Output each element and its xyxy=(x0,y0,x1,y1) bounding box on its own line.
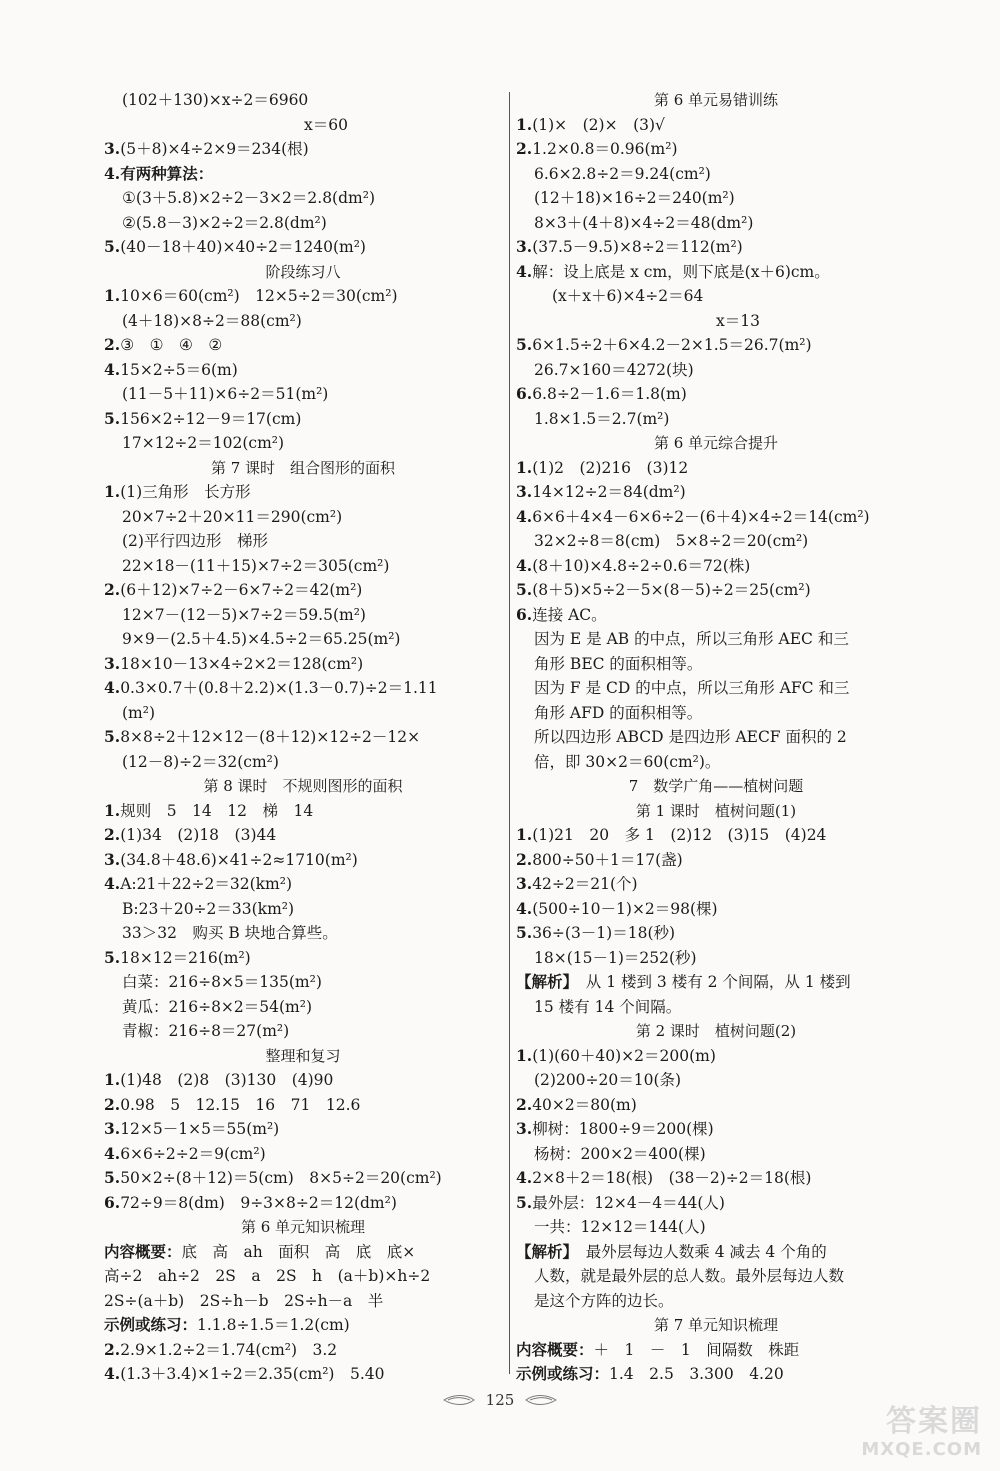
answer-line xyxy=(516,1362,916,1387)
answer-line xyxy=(104,1240,502,1265)
line-text: 15×2÷5＝6(m) xyxy=(120,360,238,379)
section-heading xyxy=(104,456,502,481)
line-text: ②(5.8－3)×2÷2＝2.8(dm²) xyxy=(122,213,327,232)
answer-line xyxy=(516,260,916,285)
lead-label: 示例或练习： xyxy=(516,1364,610,1383)
answer-line xyxy=(516,505,916,530)
answer-line xyxy=(516,995,916,1020)
line-text: 倍，即 30×2＝60(cm²)。 xyxy=(534,752,721,771)
section-heading xyxy=(516,799,916,824)
lead-label: 【解析】 xyxy=(516,1241,571,1261)
answer-line xyxy=(516,137,916,162)
line-text: 36÷(3－1)＝18(秒) xyxy=(532,924,676,942)
answer-line xyxy=(516,701,916,726)
answer-line xyxy=(104,358,502,383)
section-heading xyxy=(516,1019,916,1044)
answer-line xyxy=(516,1044,916,1069)
right-column xyxy=(516,88,916,1387)
line-text: (34.8＋48.6)×41÷2≈1710(m²) xyxy=(120,850,358,869)
item-number: 3. xyxy=(516,1119,533,1138)
answer-line xyxy=(104,970,502,995)
line-text: 第 2 课时 植树问题(2) xyxy=(635,1022,797,1040)
line-text: 1.8×1.5＝2.7(m²) xyxy=(534,409,670,428)
section-heading xyxy=(516,1313,916,1338)
answer-line xyxy=(104,1338,502,1363)
item-number: 4. xyxy=(516,555,533,575)
column-divider xyxy=(509,92,510,1374)
item-number: 4. xyxy=(516,898,533,918)
section-heading xyxy=(516,431,916,456)
answer-line xyxy=(104,431,502,456)
item-number: 3. xyxy=(104,139,121,158)
item-number: 4. xyxy=(104,359,121,379)
answer-line xyxy=(516,358,916,383)
line-text: (2)平行四边形 梯形 xyxy=(122,532,268,550)
answer-line xyxy=(104,1019,502,1044)
answer-line xyxy=(516,627,916,652)
answer-line xyxy=(516,162,916,187)
item-number: 3. xyxy=(104,849,121,869)
answer-line xyxy=(104,848,502,873)
line-text: 连接 AC。 xyxy=(532,605,607,624)
line-text: 6.6×2.8÷2＝9.24(cm²) xyxy=(534,164,711,183)
line-text: ①(3＋5.8)×2÷2－3×2＝2.8(dm²) xyxy=(122,189,375,207)
line-text: 角形 BEC 的面积相等。 xyxy=(534,654,703,673)
line-text: 一共：12×12＝144(人) xyxy=(534,1218,706,1236)
answer-line xyxy=(516,309,916,334)
line-text: (1)34 (2)18 (3)44 xyxy=(120,826,277,844)
line-text: 1.1.8÷1.5＝1.2(cm) xyxy=(197,1316,350,1334)
line-text: 18×(15－1)＝252(秒) xyxy=(534,948,697,967)
line-text: 1.2×0.8＝0.96(m²) xyxy=(532,140,678,158)
line-text: 规则 5 14 12 梯 14 xyxy=(120,801,314,820)
page-ornament-right xyxy=(524,1392,560,1408)
section-heading xyxy=(104,1215,502,1240)
answer-line xyxy=(516,284,916,309)
item-number: 4. xyxy=(104,874,121,893)
line-text: 6.8÷2－1.6＝1.8(m) xyxy=(532,385,687,403)
item-number: 4. xyxy=(104,678,121,697)
answer-line xyxy=(104,676,502,701)
watermark-url: MXQE.COM xyxy=(861,1439,982,1460)
line-text: 6×6÷2÷2＝9(cm²) xyxy=(120,1144,266,1163)
answer-line xyxy=(104,897,502,922)
answer-line xyxy=(104,578,502,603)
answer-line xyxy=(516,848,916,873)
line-text: 2S÷(a＋b) 2S÷h－b 2S÷h－a 半 xyxy=(104,1291,384,1310)
line-text: 第 6 单元知识梳理 xyxy=(240,1218,366,1236)
item-number: 2. xyxy=(516,1094,533,1114)
lead-label: 【解析】 xyxy=(516,972,571,991)
lead-label: 内容概要： xyxy=(104,1241,182,1261)
section-heading xyxy=(104,774,502,799)
item-number: 1. xyxy=(516,825,533,844)
item-number: 1. xyxy=(104,286,121,305)
line-text: 黄瓜：216÷8×2＝54(m²) xyxy=(122,997,313,1016)
page-ornament-left xyxy=(440,1392,476,1408)
line-text: (4＋18)×8÷2＝88(cm²) xyxy=(122,311,302,330)
line-text: 0.98 5 12.15 16 71 12.6 xyxy=(120,1095,361,1114)
line-text: B:23＋20÷2＝33(km²) xyxy=(122,899,295,918)
line-text: (11－5＋11)×6÷2＝51(m²) xyxy=(122,385,329,403)
answer-line xyxy=(516,1264,916,1289)
line-text: 高÷2 ah÷2 2S a 2S h (a＋b)×h÷2 xyxy=(104,1267,431,1285)
line-text: 青椒：216÷8＝27(m²) xyxy=(122,1022,290,1040)
item-number: 4. xyxy=(516,506,533,526)
answer-line xyxy=(516,970,916,995)
item-number: 2. xyxy=(104,825,121,844)
line-text: 2×8＋2＝18(根) (38－2)÷2＝18(根) xyxy=(532,1169,812,1187)
line-text: 所以四边形 ABCD 是四边形 AECF 面积的 2 xyxy=(534,728,847,746)
section-heading xyxy=(516,774,916,799)
item-number: 4. xyxy=(516,261,533,281)
item-number: 4. xyxy=(104,163,121,183)
answer-line xyxy=(516,652,916,677)
line-text: 800÷50＋1＝17(盏) xyxy=(532,850,683,869)
line-text: 14×12÷2＝84(dm²) xyxy=(532,483,686,501)
answer-line xyxy=(516,725,916,750)
watermark-title: 答案圈 xyxy=(886,1404,982,1439)
answer-line xyxy=(104,235,502,260)
line-text: ③ ① ④ ② xyxy=(120,336,223,354)
line-text: (1)21 20 多 1 (2)12 (3)15 (4)24 xyxy=(532,826,827,844)
line-text: A:21＋22÷2＝32(km²) xyxy=(120,875,293,893)
answer-line xyxy=(104,529,502,554)
answer-line xyxy=(104,137,502,162)
answer-line xyxy=(516,1093,916,1118)
line-text: ＋ 1 － 1 间隔数 株距 xyxy=(593,1340,800,1359)
answer-line xyxy=(104,750,502,775)
line-text: 33＞32 购买 B 块地合算些。 xyxy=(122,924,338,942)
line-text: (x＋x＋6)×4÷2＝64 xyxy=(552,287,704,305)
answer-line xyxy=(104,725,502,750)
line-text: 18×10－13×4÷2×2＝128(cm²) xyxy=(120,654,364,673)
item-number: 5. xyxy=(516,580,533,599)
line-text: 156×2÷12－9＝17(cm) xyxy=(120,409,302,428)
item-number: 4. xyxy=(516,1168,533,1187)
line-text: (1)× (2)× (3)√ xyxy=(532,115,665,134)
item-number: 5. xyxy=(104,237,121,256)
line-text: 8×3＋(4＋8)×4÷2＝48(dm²) xyxy=(534,213,754,232)
answer-line xyxy=(104,113,502,138)
answer-line xyxy=(104,480,502,505)
line-text: 解：设上底是 x cm，则下底是(x＋6)cm。 xyxy=(532,262,830,281)
line-text: (12－8)÷2＝32(cm²) xyxy=(122,752,279,771)
lead-label: 示例或练习： xyxy=(104,1315,198,1334)
answer-line xyxy=(516,529,916,554)
line-text: x＝60 xyxy=(304,115,348,134)
answer-line xyxy=(104,88,502,113)
item-number: 3. xyxy=(516,237,533,256)
answer-line xyxy=(104,1093,502,1118)
watermark xyxy=(812,1405,982,1467)
answer-line xyxy=(516,1166,916,1191)
line-text: 32×2÷8＝8(cm) 5×8÷2＝20(cm²) xyxy=(534,532,809,550)
line-text: (1)三角形 长方形 xyxy=(120,483,251,501)
answer-line xyxy=(104,1142,502,1167)
answer-line xyxy=(516,456,916,481)
answer-line xyxy=(104,211,502,236)
answer-line xyxy=(104,407,502,432)
answer-line xyxy=(104,382,502,407)
line-text: 6×6＋4×4－6×6÷2－(6＋4)×4÷2＝14(cm²) xyxy=(532,507,870,526)
item-number: 6. xyxy=(516,604,533,624)
item-number: 5. xyxy=(516,335,533,354)
line-text: 42÷2＝21(个) xyxy=(532,875,638,893)
line-text: 第 6 单元易错训练 xyxy=(653,91,779,109)
line-text: (1)(60＋40)×2＝200(m) xyxy=(532,1046,716,1065)
answer-line xyxy=(516,1240,916,1265)
item-number: 2. xyxy=(516,139,533,158)
answer-line xyxy=(104,921,502,946)
answer-line xyxy=(104,603,502,628)
line-text: 15 楼有 14 个间隔。 xyxy=(534,997,682,1016)
answer-line xyxy=(516,211,916,236)
line-text: 第 1 课时 植树问题(1) xyxy=(635,801,797,820)
answer-line xyxy=(516,480,916,505)
line-text: 0.3×0.7＋(0.8＋2.2)×(1.3－0.7)÷2＝1.11 xyxy=(120,679,438,697)
line-text: (500÷10－1)×2＝98(棵) xyxy=(532,899,718,918)
line-text: (5＋8)×4÷2×9＝234(根) xyxy=(120,140,309,158)
answer-line xyxy=(516,382,916,407)
item-number: 3. xyxy=(516,482,533,501)
line-text: 8×8÷2＋12×12－(8＋12)×12÷2－12× xyxy=(120,728,421,746)
item-number: 6. xyxy=(104,1192,121,1212)
answer-line xyxy=(516,946,916,971)
item-number: 6. xyxy=(516,384,533,403)
answer-line xyxy=(516,1142,916,1167)
line-text: 第 6 单元综合提升 xyxy=(653,434,779,452)
page-number: 125 xyxy=(485,1391,515,1409)
answer-line xyxy=(104,1289,502,1314)
line-text: (12＋18)×16÷2＝240(m²) xyxy=(534,189,735,207)
item-number: 4. xyxy=(104,1143,121,1163)
line-text: (1)2 (2)216 (3)12 xyxy=(532,458,689,477)
answer-line xyxy=(516,113,916,138)
line-text: 18×12＝216(m²) xyxy=(120,948,251,967)
line-text: 10×6＝60(cm²) 12×5÷2＝30(cm²) xyxy=(120,287,398,305)
item-number: 2. xyxy=(104,335,121,354)
line-text: x＝13 xyxy=(716,311,760,330)
line-text: 6×1.5÷2＋6×4.2－2×1.5＝26.7(m²) xyxy=(532,336,812,354)
answer-line xyxy=(104,1191,502,1216)
item-number: 5. xyxy=(104,408,121,428)
line-text: (37.5－9.5)×8÷2＝112(m²) xyxy=(532,238,743,256)
line-text: 第 8 课时 不规则图形的面积 xyxy=(203,777,403,795)
line-text: (8＋10)×4.8÷2÷0.6＝72(株) xyxy=(532,556,751,575)
line-text: 17×12÷2＝102(cm²) xyxy=(122,434,285,452)
answer-line xyxy=(104,1068,502,1093)
line-text: 有两种算法： xyxy=(120,163,214,183)
line-text: 第 7 单元知识梳理 xyxy=(653,1316,779,1334)
item-number: 1. xyxy=(516,1045,533,1065)
line-text: (8＋5)×5÷2－5×(8－5)÷2＝25(cm²) xyxy=(532,581,811,599)
line-text: (m²) xyxy=(122,703,156,722)
item-number: 1. xyxy=(104,800,121,820)
line-text: (1)48 (2)8 (3)130 (4)90 xyxy=(120,1071,334,1089)
item-number: 1. xyxy=(104,482,121,501)
line-text: 72÷9＝8(dm) 9÷3×8÷2＝12(dm²) xyxy=(120,1193,397,1212)
item-number: 5. xyxy=(516,923,533,942)
line-text: 22×18－(11＋15)×7÷2＝305(cm²) xyxy=(122,556,390,575)
line-text: 是这个方阵的边长。 xyxy=(534,1291,674,1310)
line-text: 26.7×160＝4272(块) xyxy=(534,360,694,379)
answer-line xyxy=(104,162,502,187)
item-number: 1. xyxy=(104,1070,121,1089)
line-text: 角形 AFD 的面积相等。 xyxy=(534,703,703,722)
lead-label: 内容概要： xyxy=(516,1339,594,1359)
line-text: 底 高 ah 面积 高 底 底× xyxy=(181,1242,416,1261)
line-text: (102＋130)×x÷2＝6960 xyxy=(122,91,309,109)
item-number: 3. xyxy=(104,1119,121,1138)
answer-line xyxy=(516,921,916,946)
answer-line xyxy=(104,1264,502,1289)
answer-line xyxy=(516,554,916,579)
answer-line xyxy=(104,1362,502,1387)
item-number: 2. xyxy=(516,849,533,869)
item-number: 3. xyxy=(516,874,533,893)
answer-line xyxy=(104,1166,502,1191)
left-column xyxy=(104,88,502,1387)
line-text: 最外层每边人数乘 4 减去 4 个角的 xyxy=(570,1242,827,1261)
answer-line xyxy=(104,309,502,334)
answer-line xyxy=(104,799,502,824)
line-text: (1.3＋3.4)×1÷2＝2.35(cm²) 5.40 xyxy=(120,1365,385,1383)
answer-line xyxy=(104,1117,502,1142)
item-number: 5. xyxy=(104,1168,121,1187)
item-number: 1. xyxy=(516,457,533,477)
line-text: 最外层：12×4－4＝44(人) xyxy=(532,1193,725,1212)
line-text: 整理和复习 xyxy=(265,1046,341,1065)
answer-line xyxy=(516,333,916,358)
line-text: (40－18＋40)×40÷2＝1240(m²) xyxy=(120,238,366,256)
item-number: 1. xyxy=(516,114,533,134)
item-number: 3. xyxy=(104,653,121,673)
answer-line xyxy=(516,750,916,775)
answer-line xyxy=(104,995,502,1020)
section-heading xyxy=(104,260,502,285)
answer-line xyxy=(516,823,916,848)
line-text: 50×2÷(8＋12)＝5(cm) 8×5÷2＝20(cm²) xyxy=(120,1169,442,1187)
line-text: (6＋12)×7÷2－6×7÷2＝42(m²) xyxy=(120,581,363,599)
answer-line xyxy=(516,603,916,628)
line-text: 40×2＝80(m) xyxy=(532,1095,637,1114)
line-text: 7 数学广角——植树问题 xyxy=(628,777,804,795)
line-text: 因为 E 是 AB 的中点，所以三角形 AEC 和三 xyxy=(534,630,849,648)
section-heading xyxy=(104,1044,502,1069)
line-text: 第 7 课时 组合图形的面积 xyxy=(210,458,396,477)
line-text: 白菜：216÷8×5＝135(m²) xyxy=(122,973,322,991)
line-text: 人数，就是最外层的总人数。最外层每边人数 xyxy=(534,1267,845,1285)
answer-line xyxy=(104,284,502,309)
line-text: 12×5－1×5＝55(m²) xyxy=(120,1120,280,1138)
item-number: 5. xyxy=(104,947,121,967)
answer-line xyxy=(516,1117,916,1142)
answer-line xyxy=(104,505,502,530)
item-number: 5. xyxy=(516,1192,533,1212)
answer-line xyxy=(516,897,916,922)
answer-line xyxy=(516,578,916,603)
section-heading xyxy=(516,88,916,113)
line-text: 从 1 楼到 3 楼有 2 个间隔，从 1 楼到 xyxy=(570,973,851,991)
item-number: 2. xyxy=(104,1339,121,1359)
answer-line xyxy=(516,1289,916,1314)
answer-line xyxy=(516,676,916,701)
answer-line xyxy=(104,554,502,579)
line-text: (2)200÷20＝10(条) xyxy=(534,1071,682,1089)
line-text: 因为 F 是 CD 的中点，所以三角形 AFC 和三 xyxy=(534,679,850,697)
answer-line xyxy=(104,186,502,211)
answer-line xyxy=(104,652,502,677)
item-number: 4. xyxy=(104,1364,121,1383)
line-text: 杨树：200×2＝400(棵) xyxy=(534,1144,706,1163)
answer-line xyxy=(104,946,502,971)
answer-line xyxy=(516,235,916,260)
answer-line xyxy=(516,1191,916,1216)
answer-line xyxy=(104,1313,502,1338)
answer-line xyxy=(516,1215,916,1240)
answer-line xyxy=(516,1338,916,1363)
line-text: 阶段练习八 xyxy=(265,262,341,281)
answer-line xyxy=(104,627,502,652)
line-text: 12×7－(12－5)×7÷2＝59.5(m²) xyxy=(122,605,366,624)
item-number: 5. xyxy=(104,727,121,746)
line-text: 柳树：1800÷9＝200(棵) xyxy=(532,1120,714,1138)
answer-line xyxy=(516,872,916,897)
line-text: 1.4 2.5 3.300 4.20 xyxy=(609,1365,784,1383)
answer-line xyxy=(516,1068,916,1093)
answer-line xyxy=(104,823,502,848)
line-text: 9×9－(2.5＋4.5)×4.5÷2＝65.25(m²) xyxy=(122,630,401,648)
line-text: 2.9×1.2÷2＝1.74(cm²) 3.2 xyxy=(120,1340,338,1359)
answer-line xyxy=(104,333,502,358)
answer-line xyxy=(516,407,916,432)
answer-line xyxy=(516,186,916,211)
answer-line xyxy=(104,701,502,726)
item-number: 2. xyxy=(104,1094,121,1114)
line-text: 20×7÷2＋20×11＝290(cm²) xyxy=(122,507,343,526)
answer-line xyxy=(104,872,502,897)
item-number: 2. xyxy=(104,580,121,599)
